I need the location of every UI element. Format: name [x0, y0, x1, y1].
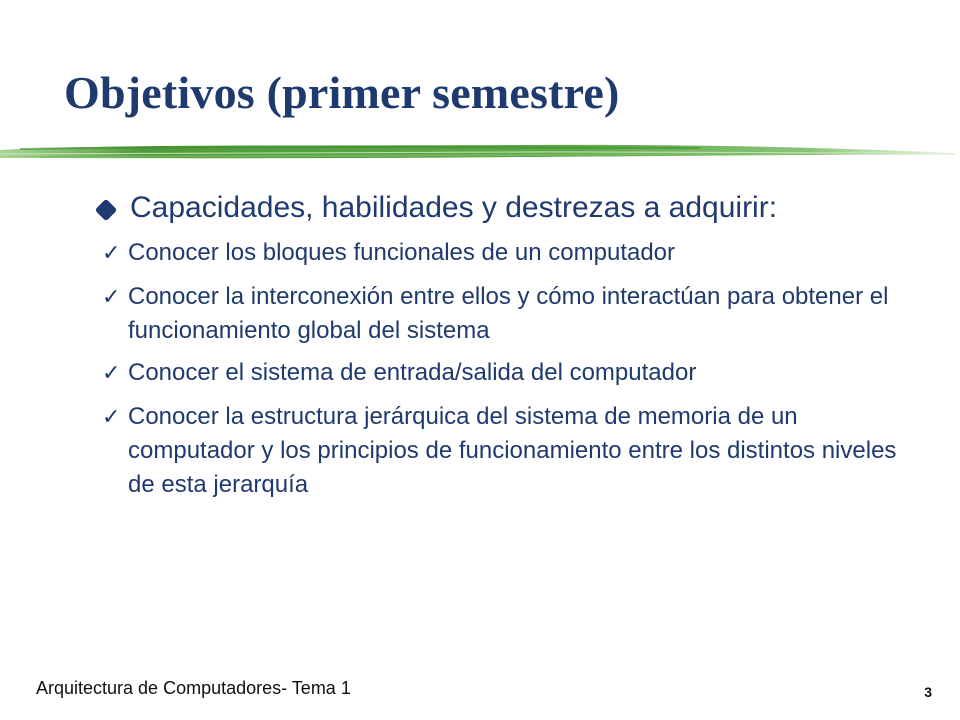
list-item: [102, 280, 932, 348]
checkmark-icon: ✓: [102, 241, 121, 266]
content-area: [92, 188, 932, 502]
slide-title: Objetivos (primer semestre): [64, 67, 620, 118]
list-item: [102, 400, 932, 502]
list-item-text: Conocer la estructura jerárquica del sistema de memoria de un computador y los principios de funcionamiento entre los distintos niveles de esta jerarquía: [128, 403, 897, 498]
list-item: [102, 236, 932, 272]
list-item-text: Conocer los bloques funcionales de un computador: [128, 239, 676, 266]
objectives-list: [102, 236, 932, 502]
checkmark-icon: ✓: [102, 361, 121, 386]
list-item: [102, 356, 932, 392]
page-number: 3: [924, 684, 932, 700]
footer-course-label: Arquitectura de Computadores- Tema 1: [36, 678, 351, 698]
diamond-bullet-icon: [95, 199, 118, 222]
section-heading: Capacidades, habilidades y destrezas a adquirir:: [130, 191, 778, 224]
list-item-text: Conocer el sistema de entrada/salida del computador: [128, 359, 697, 386]
checkmark-icon: ✓: [102, 405, 121, 430]
checkmark-icon: ✓: [102, 285, 121, 310]
green-brush-divider: [0, 136, 960, 172]
list-item-text: Conocer la interconexión entre ellos y cómo interactúan para obtener el funcionamiento global del sistema: [128, 283, 889, 344]
heading-row: [92, 188, 932, 228]
